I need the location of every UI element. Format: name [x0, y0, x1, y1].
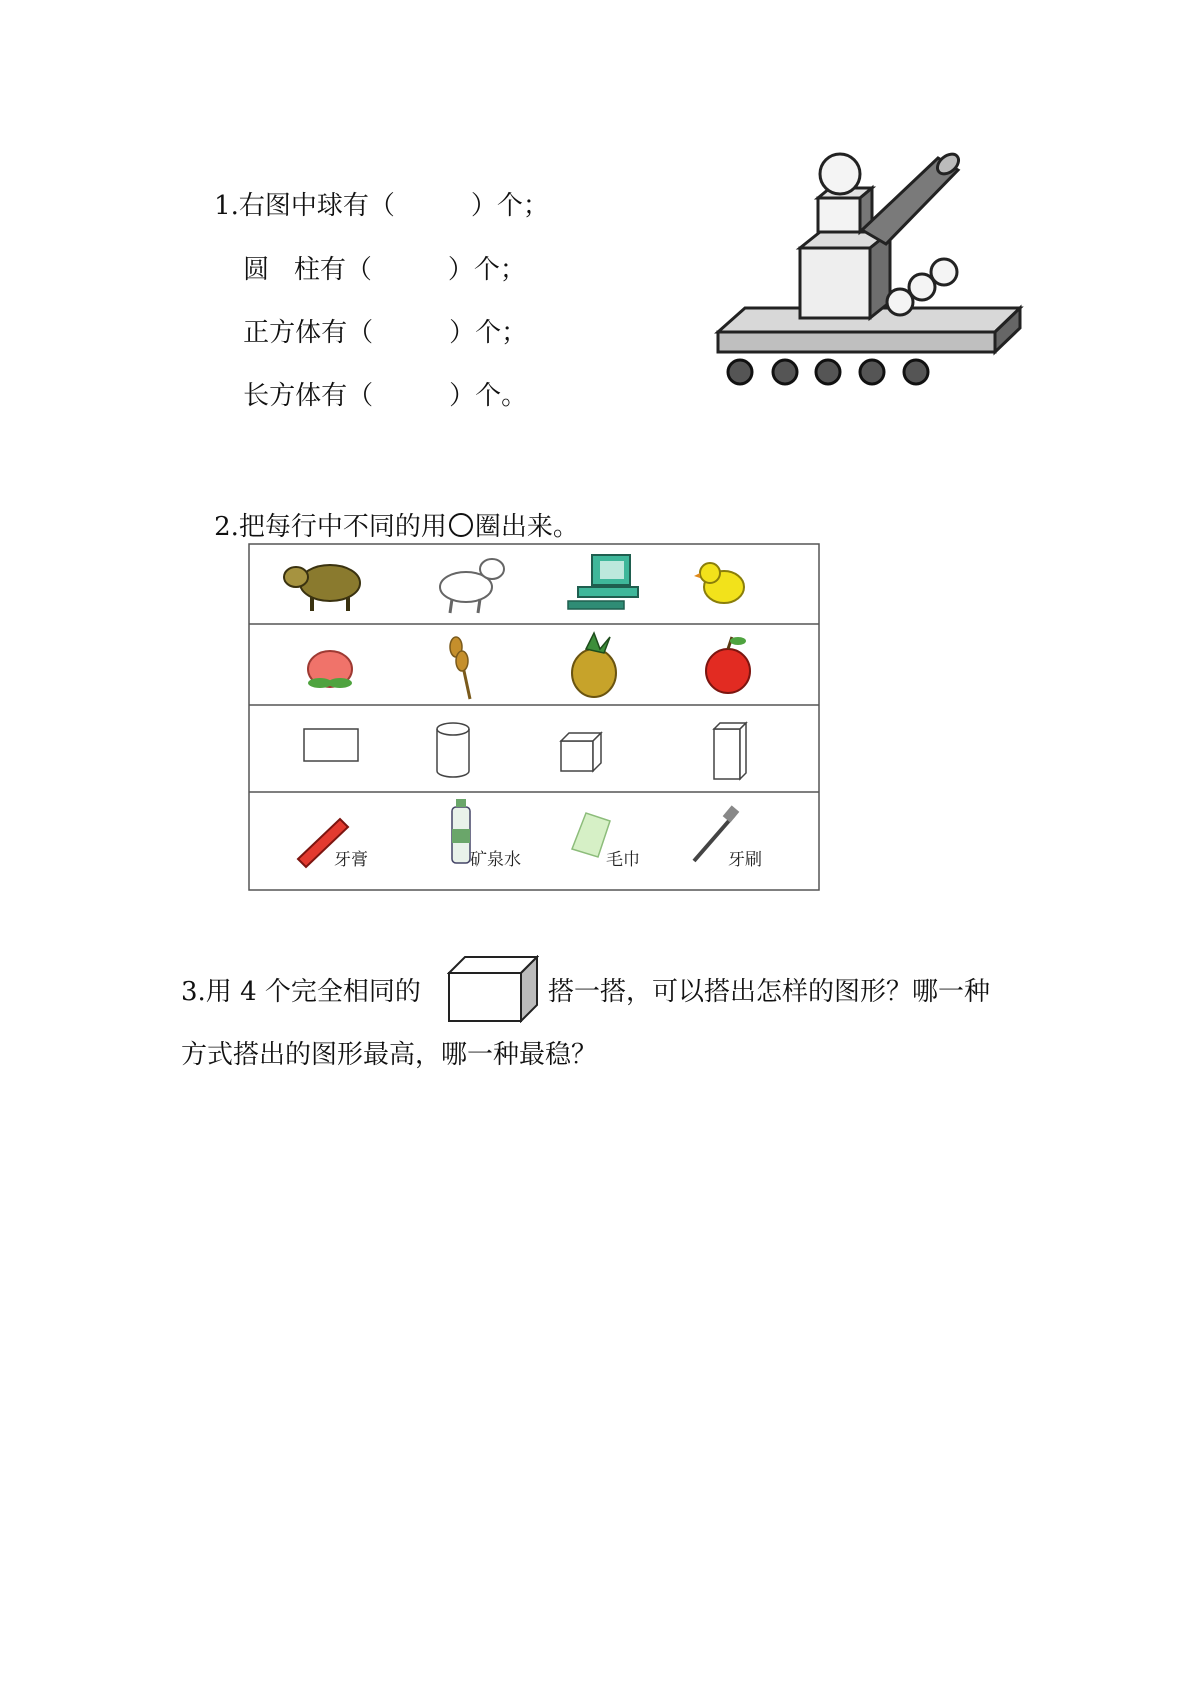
cuboid-shape[interactable] — [714, 723, 746, 779]
toothpaste-label: 牙膏 — [334, 850, 368, 870]
q1-line3-text: 正方体有（ — [243, 318, 374, 348]
wheel — [816, 360, 840, 384]
circle-icon — [447, 511, 475, 539]
platform-front — [718, 332, 995, 352]
q1-line2-close: ）个； — [447, 255, 526, 285]
q1-line4-close: ）个。 — [449, 381, 528, 411]
q1-line2-text: 圆 柱有（ — [243, 255, 372, 285]
toothbrush-label: 牙刷 — [728, 850, 762, 870]
water-bottle-label: 矿泉水 — [470, 850, 521, 870]
q1-line-cuboids — [210, 348, 527, 444]
cuboid-block-icon — [447, 955, 539, 1023]
tank-shapes-figure — [690, 152, 1040, 414]
odd-one-out-table — [248, 543, 820, 891]
peach-icon[interactable] — [308, 651, 352, 688]
large-cube-front — [800, 248, 870, 318]
q2-prompt-before: 2.把每行中不同的用 — [214, 512, 447, 542]
q3-line2: 方式搭出的图形最高，哪一种最稳？ — [181, 1040, 598, 1070]
cube-shape[interactable] — [561, 733, 601, 771]
wheel — [904, 360, 928, 384]
q3-line1-after: 搭一搭，可以搭出怎样的图形？哪一种 — [548, 977, 991, 1007]
wheel — [728, 360, 752, 384]
ball — [931, 259, 957, 285]
q1-line3-close: ）个； — [449, 318, 528, 348]
wheel — [773, 360, 797, 384]
wheel — [860, 360, 884, 384]
towel-label: 毛巾 — [606, 850, 640, 870]
q1-line1-close: ）个； — [470, 191, 549, 221]
q1-line4-text: 长方体有（ — [243, 381, 374, 411]
small-cube-front — [818, 198, 860, 232]
q1-line1-text: 1.右图中球有（ — [214, 191, 395, 221]
ball — [820, 154, 860, 194]
q2-prompt-after: 圈出来。 — [474, 512, 579, 542]
rectangle-shape[interactable] — [304, 729, 358, 761]
q3-line1-before: 3.用 4 个完全相同的 — [181, 977, 421, 1007]
